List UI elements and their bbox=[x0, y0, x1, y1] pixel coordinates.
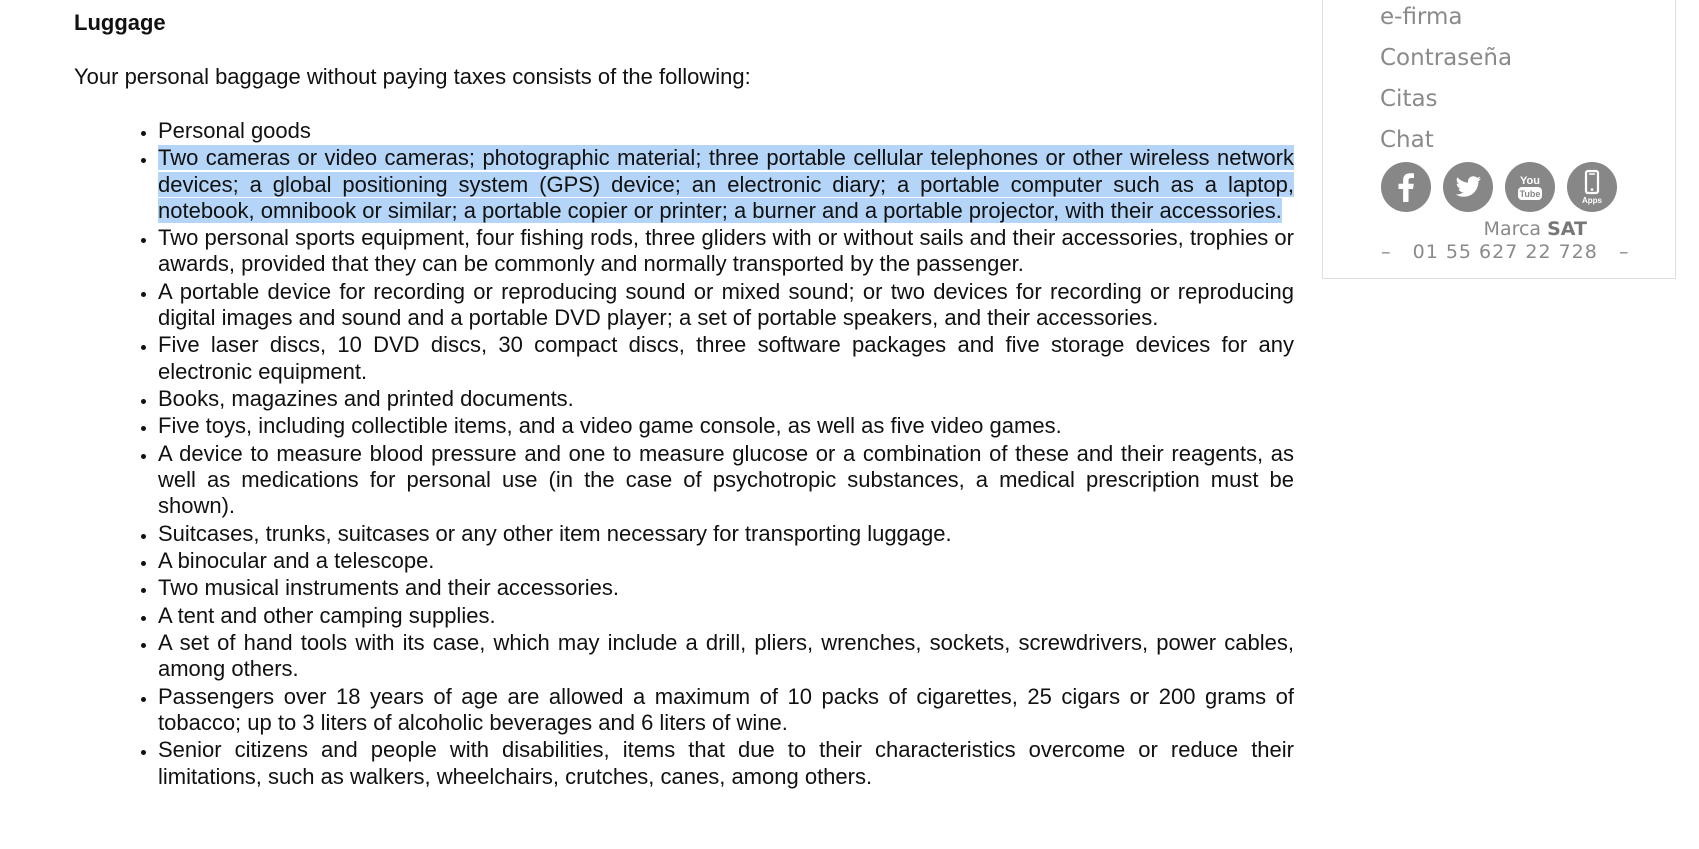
list-item bbox=[158, 118, 1294, 144]
phone-number: – 01 55 627 22 728 – bbox=[1381, 241, 1630, 263]
list-item bbox=[158, 386, 1294, 412]
list-item bbox=[158, 279, 1294, 331]
list-item bbox=[158, 575, 1294, 601]
list-item bbox=[158, 684, 1294, 736]
sidebar-link-contrasena[interactable]: Contraseña bbox=[1380, 45, 1513, 71]
list-item-text: Books, magazines and printed documents. bbox=[158, 385, 574, 411]
list-item bbox=[158, 521, 1294, 547]
youtube-label-bottom: Tube bbox=[1519, 189, 1541, 199]
selected-text[interactable]: Two cameras or video cameras; photographic material; three portable cellular telephones or other wireless network devices; a global positioning system (GPS) device; an electronic diary; a portable computer such as a laptop, notebook, omnibook or similar; a portable copier or printer; a burner and a portable projector, with their accessories. bbox=[158, 145, 1294, 223]
list-item-text: Personal goods bbox=[158, 118, 311, 143]
brand-prefix: Marca bbox=[1483, 218, 1542, 240]
social-links bbox=[1381, 162, 1617, 212]
list-item bbox=[158, 332, 1294, 384]
apps-icon[interactable] bbox=[1567, 162, 1617, 212]
list-item-text: Passengers over 18 years of age are allowed a maximum of 10 packs of cigarettes, 25 cigars or 200 grams of tobacco; up to 3 liters of alcoholic beverages and 6 liters of wine. bbox=[158, 683, 1294, 735]
section-heading: Luggage bbox=[74, 10, 166, 35]
list-item-text: A binocular and a telescope. bbox=[158, 547, 435, 573]
list-item bbox=[158, 413, 1294, 439]
intro-text: Your personal baggage without paying taxes consists of the following: bbox=[74, 64, 751, 89]
list-item-text: Suitcases, trunks, suitcases or any other item necessary for transporting luggage. bbox=[158, 520, 952, 546]
brand-name: SAT bbox=[1547, 218, 1587, 240]
list-item bbox=[158, 548, 1294, 574]
list-item-text: A set of hand tools with its case, which may include a drill, pliers, wrenches, sockets, screwdrivers, power cables, among others. bbox=[158, 630, 1294, 682]
list-item-text: A tent and other camping supplies. bbox=[158, 602, 496, 628]
list-item bbox=[158, 603, 1294, 629]
sidebar-link-citas[interactable]: Citas bbox=[1380, 86, 1438, 112]
list-item-text: Five toys, including collectible items, and a video game console, as well as five video games. bbox=[158, 413, 1062, 439]
list-item-text: Two musical instruments and their accessories. bbox=[158, 575, 619, 601]
list-item-text: A portable device for recording or reproducing sound or mixed sound; or two devices for recording or reproducing digital images and sound and a portable DVD player; a set of portable speakers, and their accessories. bbox=[158, 278, 1294, 330]
sidebar-link-efirma[interactable]: e-firma bbox=[1380, 4, 1463, 30]
apps-label: Apps bbox=[1582, 196, 1602, 205]
allowance-list bbox=[74, 118, 1294, 791]
list-item-text: Senior citizens and people with disabilities, items that due to their characteristics overcome or reduce their limitations, such as walkers, wheelchairs, crutches, canes, among others. bbox=[158, 737, 1294, 789]
facebook-icon[interactable] bbox=[1381, 162, 1431, 212]
list-item bbox=[158, 630, 1294, 682]
sidebar-link-chat[interactable]: Chat bbox=[1380, 127, 1434, 153]
list-item-text: Five laser discs, 10 DVD discs, 30 compact discs, three software packages and five storage devices for any electronic equipment. bbox=[158, 332, 1294, 384]
list-item bbox=[158, 225, 1294, 277]
sidebar-links bbox=[1380, 0, 1512, 161]
list-item-text: A device to measure blood pressure and one to measure glucose or a combination of these and their reagents, as well as medications for personal use (in the case of psychotropic substances, a medical prescription must be shown). bbox=[158, 440, 1294, 519]
sidebar-panel bbox=[1322, 0, 1676, 279]
youtube-icon[interactable] bbox=[1505, 162, 1555, 212]
list-item bbox=[158, 145, 1294, 224]
list-item bbox=[158, 737, 1294, 789]
brand-line bbox=[1323, 218, 1587, 240]
list-item bbox=[158, 441, 1294, 520]
list-item-text: Two personal sports equipment, four fishing rods, three gliders with or without sails and their accessories, trophies or awards, provided that they can be commonly and normally transported by the passenger. bbox=[158, 225, 1294, 277]
youtube-label-top: You bbox=[1520, 175, 1540, 187]
twitter-icon[interactable] bbox=[1443, 162, 1493, 212]
